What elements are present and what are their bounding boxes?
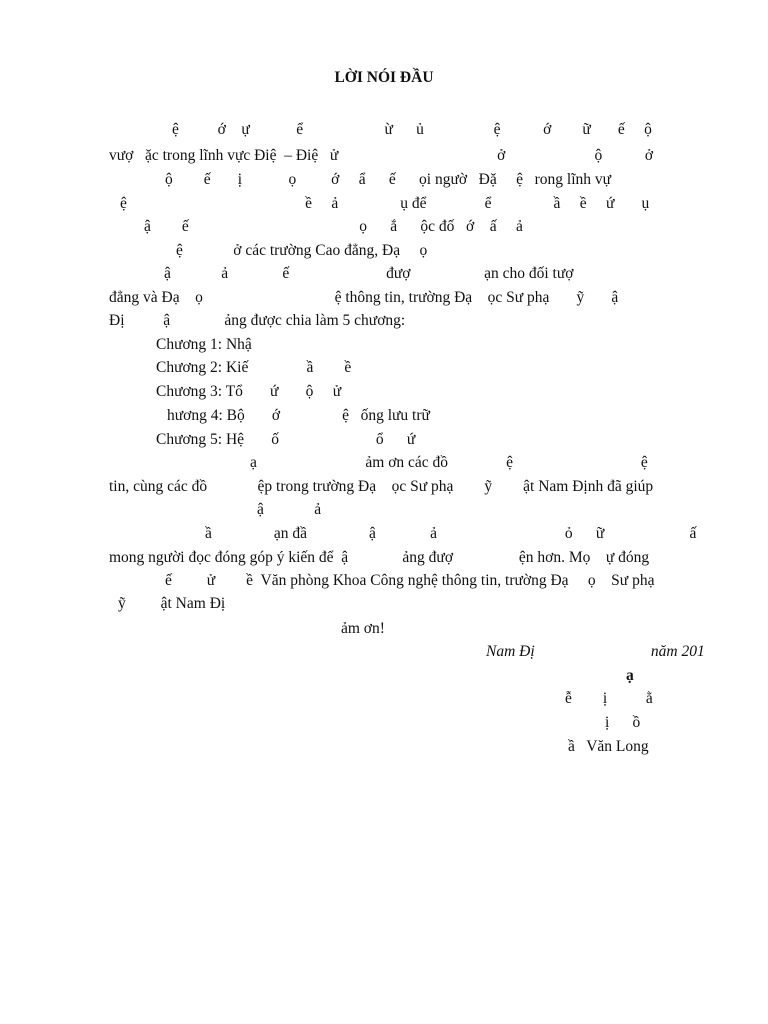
paragraph-line: ạ ảm ơn các đồ ệ ệ [250,454,648,471]
paragraph-line: Đị ậ ảng được chia làm 5 chương: [109,312,406,329]
paragraph-line: ệ ở các trường Cao đẳng, Đạ ọ [176,242,428,259]
paragraph-line: ậ ả [257,501,322,518]
paragraph-line: đẳng và Đạ ọ ệ thông tin, trường Đạ ọc Sư phạ ỹ ậ [109,289,619,306]
paragraph-line: ầ ạn đầ ậ ả ỏ ữ ấ [205,525,697,542]
author-name: ầ Văn Long [568,738,649,755]
chapter-item: Chương 2: Kiế ầ ề [156,359,352,376]
paragraph-line: ế ử ề Văn phòng Khoa Công nghệ thông tin, trường Đạ ọ Sư phạ [165,572,655,589]
paragraph-line: ệ ề ả ụ để ể ầ ề ứ ụ [120,195,650,212]
paragraph-line: mong người đọc đóng góp ý kiến để ậ ảng đượ ện hơn. Mọ ự đóng [109,549,650,566]
author-name: ị ồ [605,714,641,731]
chapter-item: hương 4: Bộ ớ ệ ống lưu trữ [167,407,430,424]
paragraph-line: ậ ế ọ ắ ộc đố ớ ấ ả [144,218,523,235]
paragraph-line: vượ ặc trong lĩnh vực Điệ – Điệ ử ở ộ ở [109,147,654,164]
paragraph-line: tin, cùng các đồ ệp trong trường Đạ ọc Sư phạ ỹ ật Nam Định đã giúp [109,478,654,495]
paragraph-line: ỹ ật Nam Đị [118,595,226,612]
chapter-item: Chương 5: Hệ ố ổ ứ [156,431,416,448]
closing-thanks: ảm ơn! [341,620,385,637]
chapter-item: Chương 1: Nhậ [156,336,252,353]
chapter-item: Chương 3: Tổ ứ ộ ử [156,383,342,400]
signature-heading: ạ [626,667,634,684]
document-title: LỜI NÓI ĐẦU [334,69,434,86]
paragraph-line: ộ ế ị ọ ớ ẩ ế ọi ngườ Đặ ệ rong lĩnh vự [165,171,612,188]
paragraph-line: ậ ả ế đượ ạn cho đối tượ [164,265,574,282]
place-date: Nam Đị năm 201 [486,643,705,660]
paragraph-line: ệ ớ ự ể ừ ủ ệ ớ ữ ế ộ [172,121,652,138]
author-name: ễ ị ằ [565,690,653,707]
